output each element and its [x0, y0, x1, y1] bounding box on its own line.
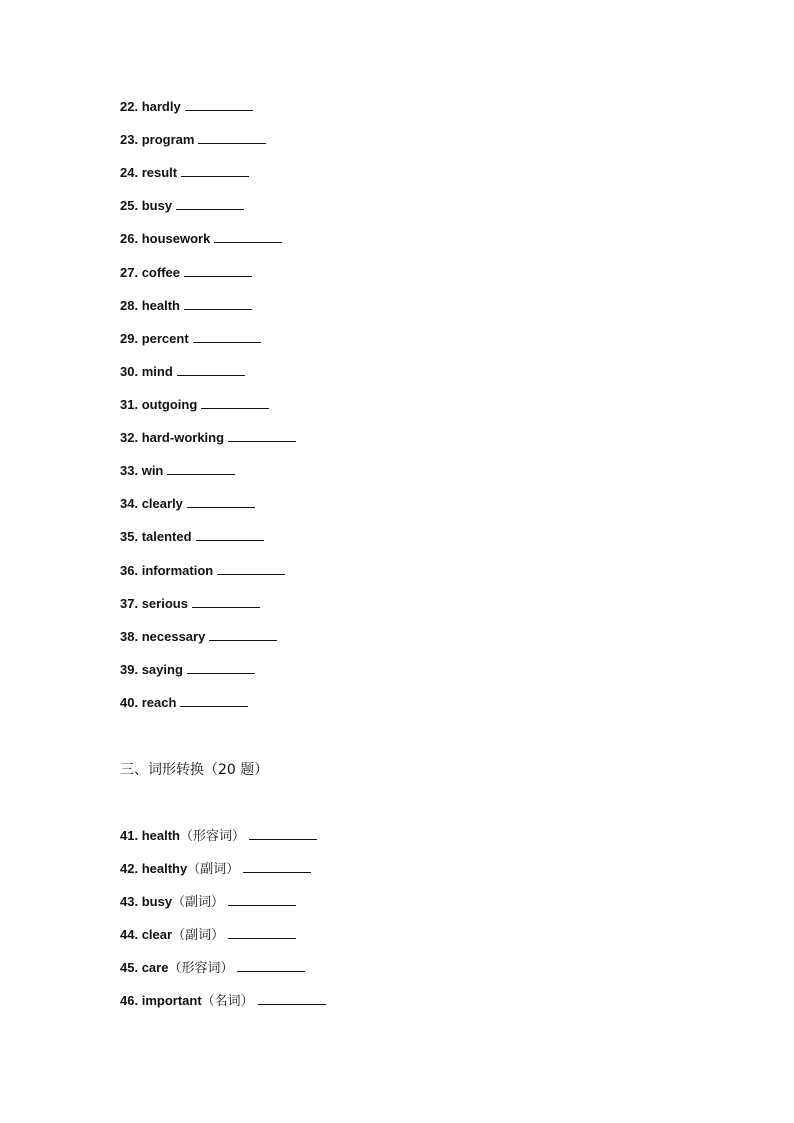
vocab-item	[120, 594, 260, 614]
vocab-item	[120, 97, 253, 117]
item-hint: （副词）	[187, 862, 240, 877]
answer-blank[interactable]	[217, 562, 285, 575]
item-number: 26.	[120, 231, 139, 246]
vocab-item	[120, 130, 266, 150]
vocab-item	[120, 163, 249, 183]
item-number: 29.	[120, 331, 139, 346]
answer-blank[interactable]	[176, 197, 244, 210]
transform-item	[120, 958, 305, 978]
item-word: hard-working	[141, 430, 225, 445]
item-number: 33.	[120, 463, 139, 478]
item-hint: （形容词）	[168, 961, 234, 976]
vocab-item	[120, 395, 269, 415]
transform-item	[120, 826, 317, 846]
item-word: important	[141, 993, 202, 1008]
vocab-item	[120, 428, 296, 448]
vocab-item	[120, 196, 244, 216]
vocab-item	[120, 527, 264, 547]
vocab-item	[120, 561, 285, 581]
section-heading: 三、词形转换（20 题）	[120, 762, 269, 778]
item-word: necessary	[141, 629, 206, 644]
item-word: saying	[141, 662, 183, 677]
item-word: coffee	[141, 265, 180, 280]
item-word: win	[141, 463, 164, 478]
item-number: 22.	[120, 99, 139, 114]
item-word: hardly	[141, 99, 181, 114]
item-number: 25.	[120, 198, 139, 213]
item-number: 43.	[120, 894, 139, 909]
answer-blank[interactable]	[187, 661, 255, 674]
answer-blank[interactable]	[249, 827, 317, 840]
answer-blank[interactable]	[193, 330, 261, 343]
transform-item	[120, 991, 326, 1011]
item-word: busy	[141, 894, 173, 909]
item-number: 36.	[120, 563, 139, 578]
item-hint: （名词）	[201, 994, 254, 1009]
item-word: percent	[141, 331, 189, 346]
answer-blank[interactable]	[196, 528, 264, 541]
answer-blank[interactable]	[184, 297, 252, 310]
transform-item	[120, 892, 296, 912]
vocab-item	[120, 693, 248, 713]
vocab-item	[120, 362, 245, 382]
item-word: health	[141, 298, 180, 313]
item-word: information	[141, 563, 214, 578]
item-word: clear	[141, 927, 173, 942]
item-word: program	[141, 132, 195, 147]
item-word: mind	[141, 364, 173, 379]
item-word: talented	[141, 529, 192, 544]
answer-blank[interactable]	[209, 628, 277, 641]
item-word: busy	[141, 198, 173, 213]
answer-blank[interactable]	[228, 926, 296, 939]
item-number: 24.	[120, 165, 139, 180]
item-number: 31.	[120, 397, 139, 412]
vocab-item	[120, 263, 252, 283]
transform-item	[120, 925, 296, 945]
transform-item	[120, 859, 311, 879]
item-word: care	[141, 960, 169, 975]
item-number: 38.	[120, 629, 139, 644]
answer-blank[interactable]	[192, 595, 260, 608]
item-word: serious	[141, 596, 188, 611]
item-number: 40.	[120, 695, 139, 710]
item-word: reach	[141, 695, 177, 710]
item-word: healthy	[141, 861, 188, 876]
item-number: 34.	[120, 496, 139, 511]
item-number: 27.	[120, 265, 139, 280]
answer-blank[interactable]	[237, 959, 305, 972]
answer-blank[interactable]	[181, 164, 249, 177]
answer-blank[interactable]	[228, 893, 296, 906]
item-word: health	[141, 828, 180, 843]
item-word: result	[141, 165, 178, 180]
item-number: 45.	[120, 960, 139, 975]
answer-blank[interactable]	[185, 98, 253, 111]
item-number: 46.	[120, 993, 139, 1008]
item-word: clearly	[141, 496, 183, 511]
item-number: 42.	[120, 861, 139, 876]
item-number: 23.	[120, 132, 139, 147]
answer-blank[interactable]	[201, 396, 269, 409]
vocab-item	[120, 660, 255, 680]
item-number: 28.	[120, 298, 139, 313]
answer-blank[interactable]	[167, 462, 235, 475]
item-number: 44.	[120, 927, 139, 942]
item-number: 30.	[120, 364, 139, 379]
item-number: 32.	[120, 430, 139, 445]
item-hint: （副词）	[172, 928, 225, 943]
item-word: outgoing	[141, 397, 198, 412]
item-hint: （形容词）	[180, 829, 246, 844]
item-number: 37.	[120, 596, 139, 611]
item-number: 39.	[120, 662, 139, 677]
answer-blank[interactable]	[214, 230, 282, 243]
answer-blank[interactable]	[198, 131, 266, 144]
answer-blank[interactable]	[243, 860, 311, 873]
vocab-item	[120, 329, 261, 349]
answer-blank[interactable]	[187, 495, 255, 508]
vocab-item	[120, 296, 252, 316]
item-hint: （副词）	[172, 895, 225, 910]
vocab-item	[120, 494, 255, 514]
answer-blank[interactable]	[184, 264, 252, 277]
vocab-item	[120, 461, 235, 481]
vocab-item	[120, 627, 277, 647]
item-word: housework	[141, 231, 211, 246]
answer-blank[interactable]	[180, 694, 248, 707]
answer-blank[interactable]	[228, 429, 296, 442]
answer-blank[interactable]	[177, 363, 245, 376]
item-number: 41.	[120, 828, 139, 843]
item-number: 35.	[120, 529, 139, 544]
vocab-item	[120, 229, 282, 249]
answer-blank[interactable]	[258, 992, 326, 1005]
